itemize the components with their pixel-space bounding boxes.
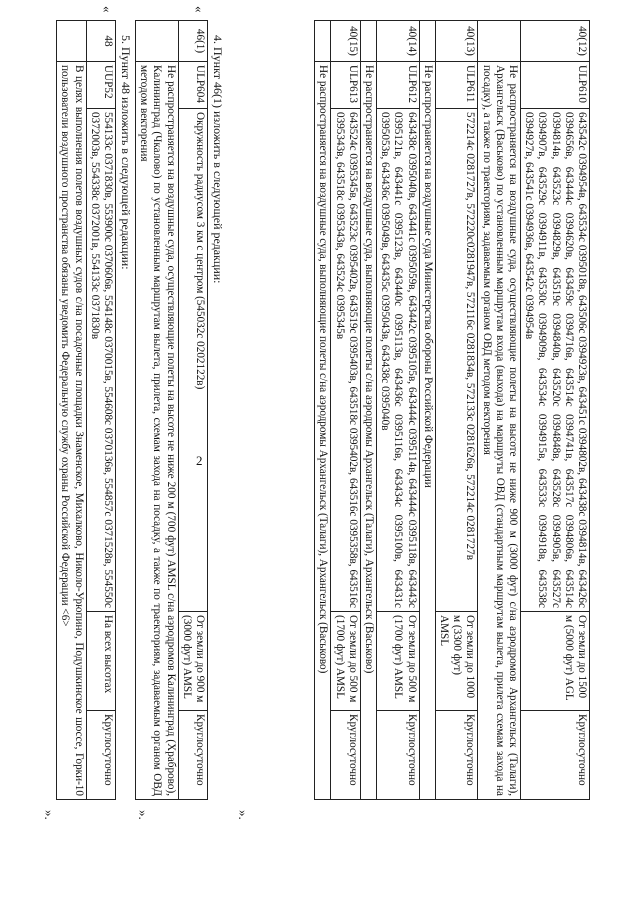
zone-coordinates: Окружность радиусом 3 км с центром (545032с 0202122в)	[178, 109, 207, 612]
zone-note: Не распространяется на воздушные суда, выполняющие полеты с/на аэродромы Архангельск (Талаги), Архангельск (Васьково)	[315, 62, 331, 800]
airspace-table-main	[314, 20, 590, 800]
table-row	[178, 21, 207, 800]
zone-height: От земли до 1000 м (3300 фут) AMSL	[435, 612, 478, 711]
zone-time: Круглосуточно	[376, 711, 419, 800]
table-row	[435, 21, 478, 800]
zone-time: Круглосуточно	[520, 711, 589, 800]
row-number: 40(12)	[520, 21, 589, 62]
table-row	[331, 21, 360, 800]
quote-close-mark: ».	[42, 810, 57, 820]
row-number: 48	[86, 21, 115, 62]
table-row	[376, 21, 419, 800]
zone-code: ULP612	[376, 62, 419, 109]
rotated-document-body	[0, 6, 590, 890]
table-note-row	[478, 21, 521, 800]
zone-time: Круглосуточно	[435, 711, 478, 800]
zone-note: Не распространяется на воздушные суда Министерства обороны Российской Федерации	[419, 62, 435, 800]
zone-note: Не распространяется на воздушные суда, осуществляющие полеты на высоте не ниже 900 м (3000 фут) с/на аэродромов Архангельск (Талаги), Архангельск (Васьково) по установленным маршрутам входа (выхода) на маршруты ОВД (стандартным маршрутам вылета, прилета схемам захода на посадку), а также по траекториям, задаваемым органом ОВД методом векторения	[478, 62, 521, 800]
airspace-table-48	[56, 20, 116, 800]
zone-height: От земли до 1500 м (5000 фут) AGL	[520, 612, 589, 711]
airspace-table-46-1	[135, 20, 208, 800]
section-4-heading: 4. Пункт 46(1) изложить в следующей редакции:	[211, 35, 225, 284]
zone-code: ULP604	[178, 62, 207, 109]
zone-note: В целях выполнения полетов воздушных судов с/на посадочные площадки Знаменское, Михалково, Николо-Урюпино, Подушкинское шоссе, Горки-10 пользователи воздушного пространства обязаны уведомить Федеральную службу охраны Российской Федерации <6>	[57, 62, 86, 800]
zone-code: ULP611	[435, 62, 478, 109]
zone-code: ULP613	[331, 62, 360, 109]
row-number: 46(1)	[178, 21, 207, 62]
section-5-heading: 5. Пункт 48 изложить в следующей редакции:	[119, 35, 133, 270]
table-note-row	[419, 21, 435, 800]
row-number: 40(15)	[331, 21, 360, 62]
table-row	[520, 21, 589, 800]
zone-height: От земли до 500 м (1700 фут) AMSL	[376, 612, 419, 711]
quote-open-mark: «	[100, 6, 115, 13]
zone-coordinates: 643524с 0395345в, 643523с 0395402в, 643519с 0395403в, 643518с 0395402в, 643516с 0395358в, 643516с 0395343в, 643518с 0395343в, 643524с 0395345в	[331, 109, 360, 612]
zone-height: От земли до 900 м (3000 фут) AMSL	[178, 612, 207, 711]
zone-time: Круглосуточно	[86, 711, 115, 800]
table-note-row	[57, 21, 86, 800]
zone-code: UUP52	[86, 62, 115, 109]
zone-time: Круглосуточно	[178, 711, 207, 800]
quote-close-mark: ».	[236, 810, 251, 820]
table-note-row	[135, 21, 178, 800]
zone-coordinates: 643542с 0394954в, 643534с 0395018в, 643506с 0394923в, 643451с 0394802в, 643438с 0394814в, 643426с 0394656в, 643444с 0394620в, 643459с 0394716в, 643514с 0394741в, 643517с 0394806в, 643514с 0394814в, 643523с 0394829в, 643519с 0394840в, 643520с 0394848в, 643528с 0394905в, 643527с 0394907в, 643529с 0394911в, 643530с 0394909в, 643534с 0394915в, 643533с 0394918в, 643538с 0394927в, 643541с 0394936в, 643542с 0394954в	[520, 109, 589, 612]
zone-height: На всех высотах	[86, 612, 115, 711]
table-note-row	[315, 21, 331, 800]
zone-height: От земли до 500 м (1700 фут) AMSL	[331, 612, 360, 711]
quote-close-mark: ».	[136, 810, 151, 820]
row-number: 40(13)	[435, 21, 478, 62]
quote-open-mark: «	[192, 6, 207, 13]
zone-coordinates: 572214с 0281727в, 572220с0281947в, 572116с 0281834в, 572133с 0281626в, 572214с 0281727в	[435, 109, 478, 612]
page-number: 2	[196, 453, 203, 468]
zone-code: ULP610	[520, 62, 589, 109]
zone-coordinates: 643438с 0395040в, 643441с 0395059в, 643442с 0395105в, 643444с 0395114в, 643444с 0395118в, 643443с 0395121в, 643441с 0395123в, 643440с 0395113в, 643436с 0395116в, 643434с 0395100в, 643431с 0395053в, 643436с 0395049в, 643435с 0395043в, 643438с 0395040в	[376, 109, 419, 612]
zone-time: Круглосуточно	[331, 711, 360, 800]
row-number: 40(14)	[376, 21, 419, 62]
zone-coordinates: 554133с 0371830в, 553900с 0370606в, 554148с 0370015в, 554608с 0370136в, 554857с 0371528в, 554550с 0372003в, 554338с 0372001в, 554133с 0371830в	[86, 109, 115, 612]
zone-note: Не распространяется на воздушные суда, выполняющие полеты с/на аэродромы Архангельск (Талаги), Архангельск (Васьково)	[360, 62, 376, 800]
zone-note: Не распространяется на воздушные суда, осуществляющие полеты на высоте не ниже 200 м (700 фут) AMSL с/на аэродромов Калининград (Храброво), Калининград (Чкалово) по установленным маршрутам вылета, прилета, схемам захода на посадку, а также по траекториям, задаваемым органом ОВД методом векторения	[135, 62, 178, 800]
table-note-row	[360, 21, 376, 800]
table-row	[86, 21, 115, 800]
